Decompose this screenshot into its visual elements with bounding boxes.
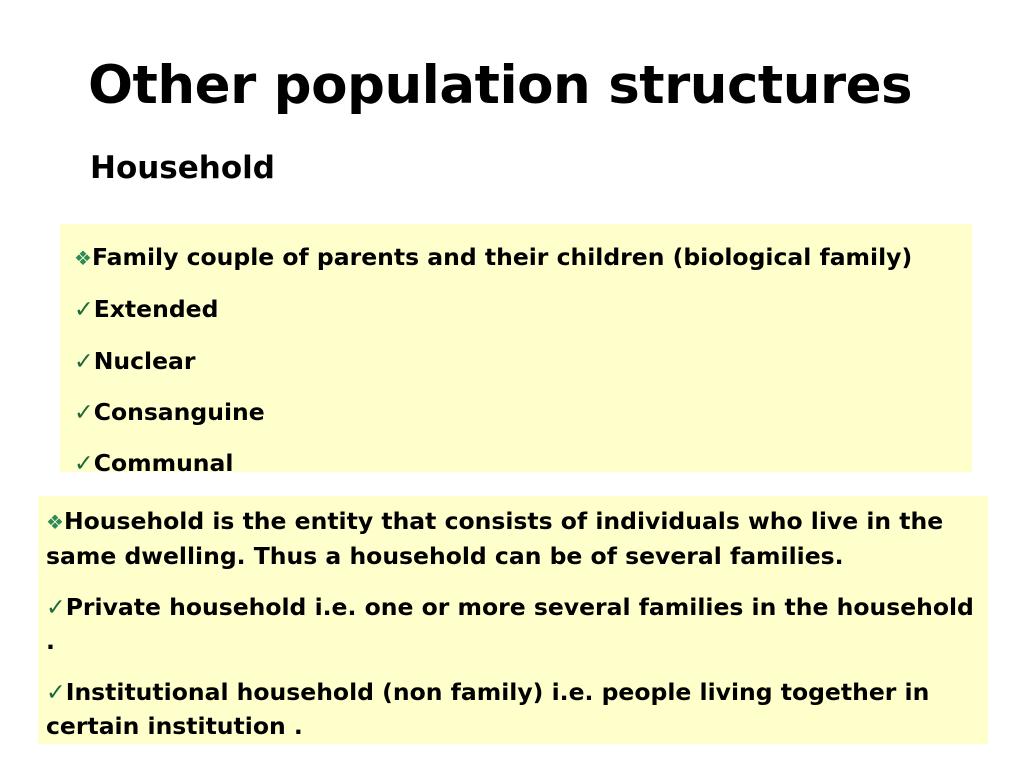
private-household-item — [46, 590, 978, 658]
checkmark-icon: ✓ — [74, 449, 94, 478]
family-type-consanguine — [74, 387, 972, 438]
diamond-bullet-icon: ❖ — [74, 246, 92, 270]
family-type-extended — [74, 284, 972, 335]
household-definition-text: Household is the entity that consists of individuals who live in the same dwelling. Thus a household can be of several families. — [46, 507, 944, 570]
family-type-label: Nuclear — [93, 346, 196, 375]
institutional-household-item — [46, 675, 978, 743]
institutional-household-text: Institutional household (non family) i.e. people living together in certain institution . — [46, 678, 930, 740]
slide-title: Other population structures — [88, 55, 913, 116]
family-type-label: Extended — [93, 295, 219, 324]
family-type-label: Communal — [93, 449, 234, 478]
family-definition-item — [74, 232, 972, 284]
family-definition-text: Family couple of parents and their children (biological family) — [91, 243, 913, 271]
diamond-bullet-icon: ❖ — [46, 510, 64, 534]
slide-subtitle: Household — [90, 150, 275, 186]
family-type-nuclear — [74, 336, 972, 387]
family-type-label: Consanguine — [93, 397, 265, 426]
family-types-box — [60, 224, 972, 478]
checkmark-icon: ✓ — [46, 593, 66, 621]
checkmark-icon: ✓ — [46, 678, 66, 706]
household-definition-item — [46, 504, 978, 573]
checkmark-icon: ✓ — [74, 295, 94, 324]
household-definition-box — [38, 496, 988, 744]
checkmark-icon: ✓ — [74, 397, 94, 426]
checkmark-icon: ✓ — [74, 346, 94, 375]
family-type-communal — [74, 438, 972, 489]
private-household-text: Private household i.e. one or more several families in the household . — [46, 593, 974, 655]
